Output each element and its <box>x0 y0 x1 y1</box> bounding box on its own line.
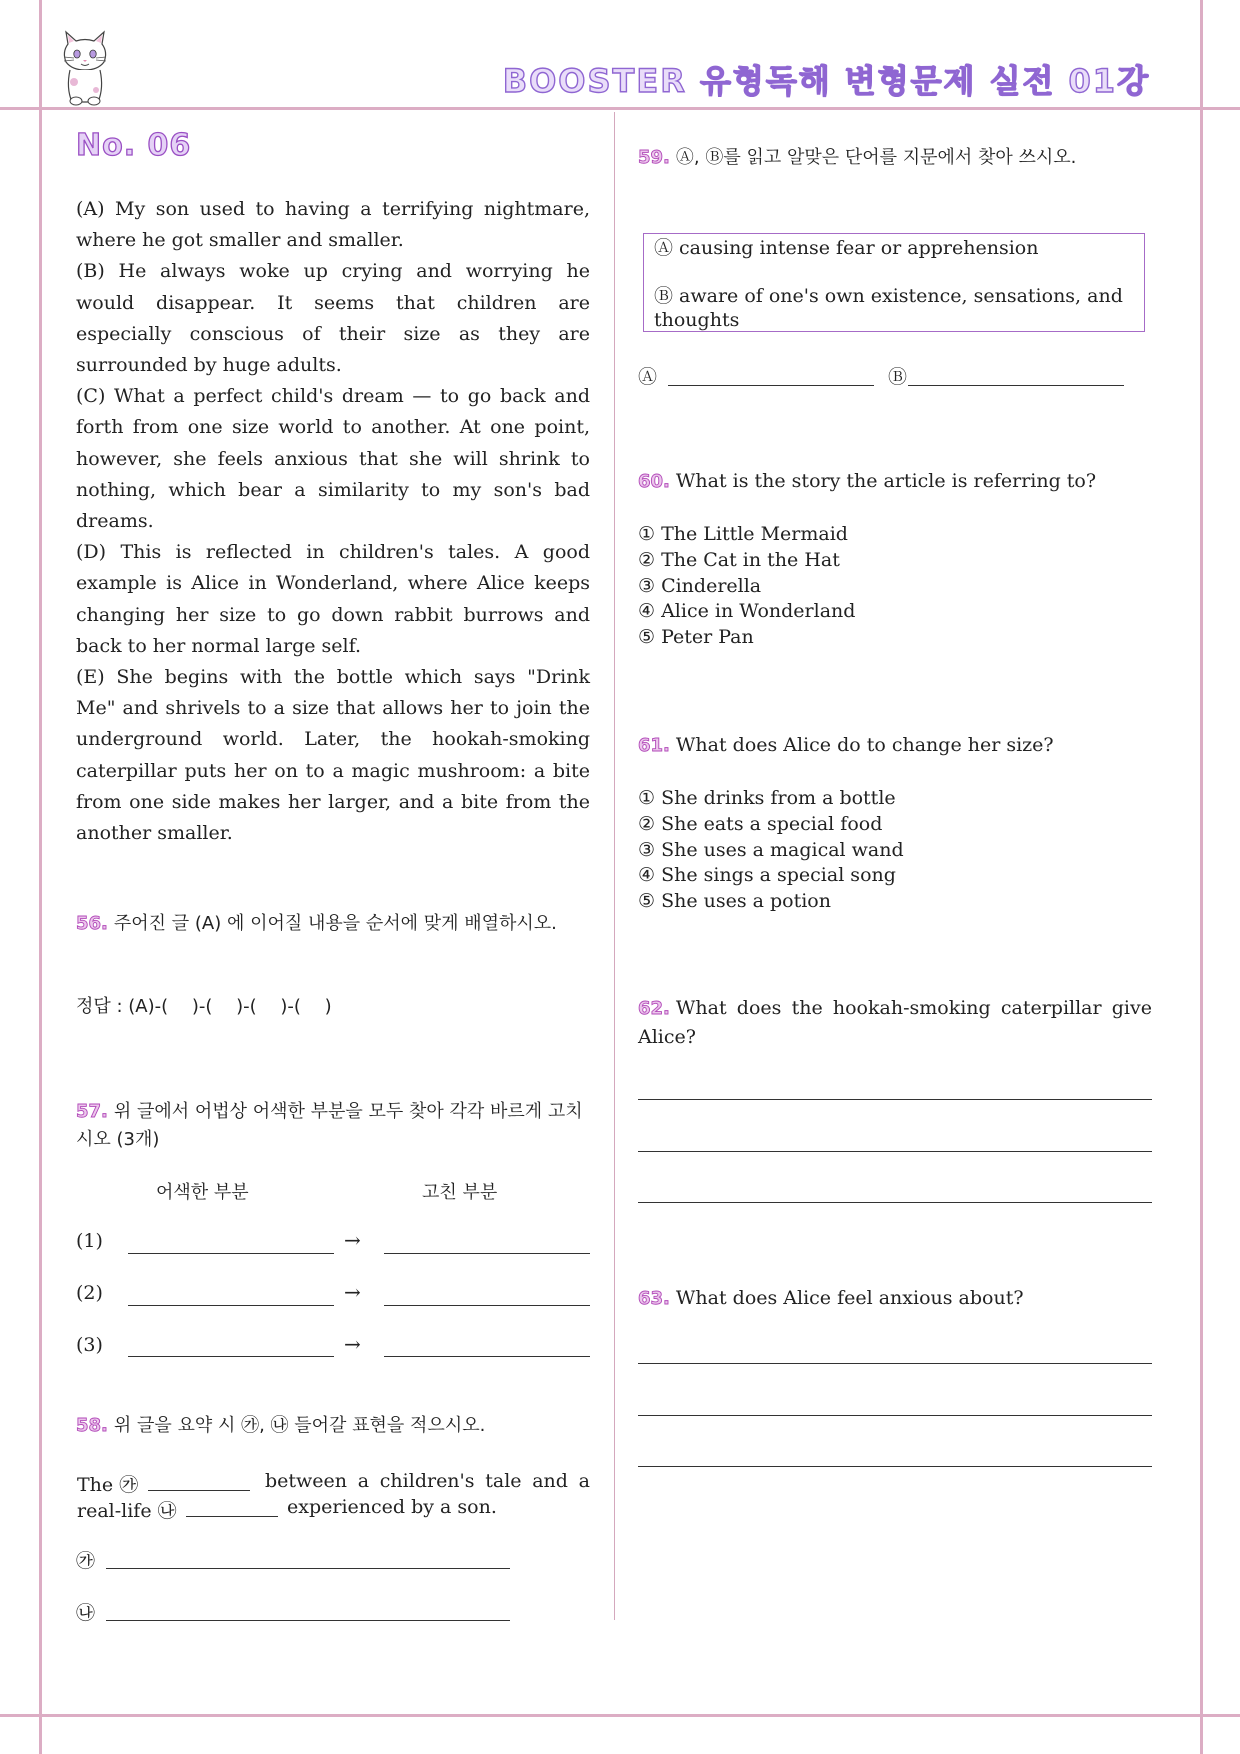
option-item[interactable]: ⑤ Peter Pan <box>638 626 754 649</box>
correction-row-label: (3) <box>76 1334 103 1356</box>
question-63 <box>638 1284 1152 1313</box>
option-item[interactable]: ② The Cat in the Hat <box>638 548 840 571</box>
question-number: 62. <box>638 998 670 1019</box>
question-58 <box>76 1412 590 1440</box>
answer-line[interactable] <box>638 1151 1152 1152</box>
answer-line[interactable] <box>638 1099 1152 1100</box>
passage-paragraph-a: (A) My son used to having a terrifying nightmare, where he got smaller and smaller. <box>76 198 590 252</box>
answer-line[interactable] <box>638 1415 1152 1416</box>
question-number: 57. <box>76 1101 108 1122</box>
wrong-part-blank[interactable] <box>128 1305 334 1306</box>
fixed-part-header: 고친 부분 <box>422 1182 498 1203</box>
options-list <box>638 786 904 915</box>
summary-text-part: real-life ㉯ <box>77 1500 177 1522</box>
question-text: 위 글에서 어법상 어색한 부분을 모두 찾아 각각 바르게 고치시오 (3개) <box>76 1101 583 1150</box>
question-number: 58. <box>76 1415 108 1436</box>
arrow-icon: → <box>344 1332 361 1356</box>
wrong-part-blank[interactable] <box>128 1356 334 1357</box>
question-number: 61. <box>638 735 670 756</box>
answer-label-b: ㉯ <box>76 1602 96 1624</box>
correction-row-label: (2) <box>76 1282 103 1304</box>
question-text: What does Alice feel anxious about? <box>675 1287 1024 1309</box>
answer-line[interactable] <box>638 1466 1152 1467</box>
question-number: 60. <box>638 471 670 492</box>
option-item[interactable]: ② She eats a special food <box>638 812 883 835</box>
question-text: 위 글을 요약 시 ㉮, ㉯ 들어갈 표현을 적으시오. <box>113 1415 486 1436</box>
frame-right-line <box>1200 0 1203 1754</box>
summary-text-part: The ㉮ <box>77 1474 139 1496</box>
passage-paragraph-d: (D) This is reflected in children's tales. A good example is Alice in Wonderland, where Alice keeps changing her size to go down rabbit burrows and back to her normal large self. <box>76 541 590 657</box>
option-item[interactable]: ① The Little Mermaid <box>638 523 848 545</box>
cat-mascot-icon <box>54 30 116 106</box>
summary-blank-b[interactable] <box>186 1516 278 1517</box>
definition-a: Ⓐ causing intense fear or apprehension <box>654 237 1039 259</box>
definition-b: Ⓑ aware of one's own existence, sensations, and thoughts <box>654 285 1123 331</box>
fixed-part-blank[interactable] <box>384 1253 590 1254</box>
answer-label-a: Ⓐ <box>638 366 658 388</box>
option-item[interactable]: ③ She uses a magical wand <box>638 838 904 861</box>
answer-order-blank[interactable]: 정답 : (A)-( )-( )-( )-( ) <box>76 996 332 1017</box>
options-list <box>638 522 855 651</box>
answer-label-b: Ⓑ <box>888 366 908 388</box>
question-60 <box>638 467 1152 496</box>
question-number: 56. <box>76 913 108 934</box>
question-text: Ⓐ, Ⓑ를 읽고 알맞은 단어를 지문에서 찾아 쓰시오. <box>675 147 1077 168</box>
question-number: 63. <box>638 1288 670 1309</box>
answer-blank-b[interactable] <box>106 1620 510 1621</box>
section-number-title: No. 06 <box>76 128 192 163</box>
answer-line[interactable] <box>638 1363 1152 1364</box>
option-item[interactable]: ③ Cinderella <box>638 574 762 597</box>
question-61 <box>638 731 1152 760</box>
fixed-part-blank[interactable] <box>384 1305 590 1306</box>
answer-blank-b[interactable] <box>908 385 1124 386</box>
definition-box <box>643 233 1145 332</box>
answer-label-a: ㉮ <box>76 1550 96 1572</box>
question-text: 주어진 글 (A) 에 이어질 내용을 순서에 맞게 배열하시오. <box>113 913 557 934</box>
arrow-icon: → <box>344 1228 361 1252</box>
question-text: What does the hookah-smoking caterpillar give Alice? <box>638 997 1152 1048</box>
reading-passage <box>76 194 590 849</box>
frame-top-line <box>0 107 1240 110</box>
question-number: 59. <box>638 147 670 168</box>
wrong-part-blank[interactable] <box>128 1253 334 1254</box>
option-item[interactable]: ⑤ She uses a potion <box>638 890 831 913</box>
answer-blank-a[interactable] <box>668 385 874 386</box>
option-item[interactable]: ④ She sings a special song <box>638 864 896 887</box>
option-item[interactable]: ④ Alice in Wonderland <box>638 600 856 623</box>
fixed-part-blank[interactable] <box>384 1356 590 1357</box>
question-56 <box>76 910 590 938</box>
frame-left-line <box>39 0 42 1754</box>
summary-text-part: experienced by a son. <box>287 1496 497 1518</box>
column-divider <box>614 112 615 1620</box>
option-item[interactable]: ① She drinks from a bottle <box>638 787 896 809</box>
correction-row-label: (1) <box>76 1230 103 1252</box>
summary-text-part: between a children's tale and a <box>265 1470 590 1492</box>
arrow-icon: → <box>344 1280 361 1304</box>
wrong-part-header: 어색한 부분 <box>156 1182 249 1203</box>
question-text: What does Alice do to change her size? <box>675 734 1054 756</box>
question-59 <box>638 144 1098 172</box>
page-header-title: BOOSTER 유형독해 변형문제 실전 01강 <box>502 62 1150 100</box>
question-text: What is the story the article is referring to? <box>675 470 1097 492</box>
answer-blank-a[interactable] <box>106 1568 510 1569</box>
question-62 <box>638 994 1152 1052</box>
frame-bottom-line <box>0 1714 1240 1717</box>
question-57 <box>76 1098 590 1154</box>
passage-paragraph-b: (B) He always woke up crying and worrying he would disappear. It seems that children are especially conscious of their size as they are surrounded by huge adults. <box>76 260 590 377</box>
passage-paragraph-e: (E) She begins with the bottle which says "Drink Me" and shrivels to a size that allows her to join the underground world. Later, the hookah-smoking caterpillar puts her on to a magic mushroom: a bite from one side makes her larger, and a bite from the another smaller. <box>76 666 590 845</box>
summary-blank-a[interactable] <box>148 1490 250 1491</box>
passage-paragraph-c: (C) What a perfect child's dream — to go back and forth from one size world to another. At one point, however, she feels anxious that she will shrink to nothing, which bear a similarity to my son's bad dreams. <box>76 385 590 533</box>
answer-line[interactable] <box>638 1202 1152 1203</box>
